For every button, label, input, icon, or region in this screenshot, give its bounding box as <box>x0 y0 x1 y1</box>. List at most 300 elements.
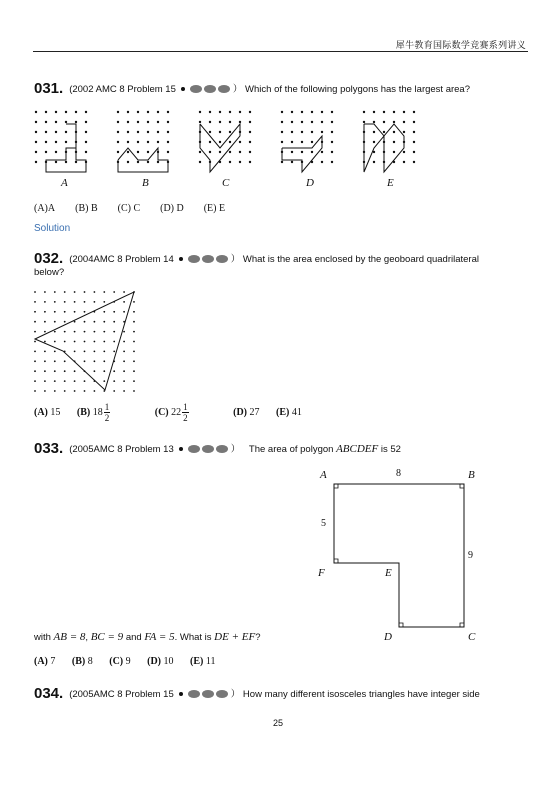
geoboard-peg <box>65 131 67 133</box>
bullet-icon <box>181 87 185 91</box>
geoboard-peg <box>44 380 46 382</box>
geoboard-peg <box>44 351 46 353</box>
geoboard-peg <box>85 151 87 153</box>
geoboard-peg <box>85 131 87 133</box>
geoboard-peg <box>321 121 323 123</box>
geoboard-peg <box>44 321 46 323</box>
geoboard-peg <box>157 131 159 133</box>
geoboard-peg <box>133 351 135 353</box>
geoboard-peg <box>74 311 76 313</box>
geoboard-peg <box>167 141 169 143</box>
geoboard-peg <box>199 151 201 153</box>
geoboard-peg <box>219 121 221 123</box>
problem-number: 032. <box>34 250 64 267</box>
geoboard-peg <box>123 380 125 382</box>
geoboard-peg <box>54 390 56 392</box>
geoboard-peg <box>239 111 241 113</box>
geoboard-peg <box>239 121 241 123</box>
choice-e: (E) E <box>203 203 226 214</box>
problem-number: 031. <box>34 80 64 97</box>
geoboard-peg <box>123 351 125 353</box>
geoboard-peg <box>133 331 135 333</box>
choice-e-label: (E) <box>276 406 290 418</box>
geoboard-peg <box>94 331 96 333</box>
text-with: with <box>34 632 51 643</box>
choice-b-label: (B) <box>76 406 91 418</box>
geoboard-peg <box>281 121 283 123</box>
geoboard-peg <box>113 380 115 382</box>
geoboard-peg <box>209 141 211 143</box>
geoboard-peg <box>35 161 37 163</box>
fraction-half: $\frac{1}{2}$ <box>183 402 188 423</box>
geoboard-peg <box>54 321 56 323</box>
geoboard-peg <box>74 390 76 392</box>
choice-e-value: 11 <box>205 656 216 667</box>
problem-source: (2004AMC 8 Problem 14 <box>69 254 174 265</box>
side-label-ab: 8 <box>396 468 401 479</box>
geoboard-peg <box>94 291 96 293</box>
geoboard-peg <box>84 360 86 362</box>
geoboard-peg <box>44 291 46 293</box>
choice-a-label: (A) <box>34 406 48 418</box>
geoboard-peg <box>229 141 231 143</box>
problem-question: Which of the following polygons has the largest area? <box>245 84 470 95</box>
geoboard-peg <box>54 380 56 382</box>
geoboard-peg <box>413 121 415 123</box>
choice-d: (D) D <box>160 203 184 214</box>
geoboard-peg <box>383 121 385 123</box>
geoboard-peg <box>54 351 56 353</box>
rhino-difficulty-icon <box>187 444 229 454</box>
geoboard-peg <box>123 291 125 293</box>
geoboard-peg <box>113 321 115 323</box>
geoboard-peg <box>84 291 86 293</box>
geoboard-peg <box>103 331 105 333</box>
bullet-icon <box>179 257 183 261</box>
geoboard-peg <box>64 321 66 323</box>
geoboard-peg <box>94 360 96 362</box>
geoboard-peg <box>113 351 115 353</box>
geoboard-peg <box>199 161 201 163</box>
geoboard-peg <box>239 161 241 163</box>
geoboard-peg <box>84 351 86 353</box>
geoboard-peg <box>123 331 125 333</box>
geoboard-peg <box>54 341 56 343</box>
choice-c: (C) C <box>117 203 141 214</box>
geoboard-peg <box>55 111 57 113</box>
figure-label-c: C <box>222 177 230 189</box>
choice-a-value: 7 <box>50 656 56 667</box>
problem-question-area: is 52 <box>380 444 401 455</box>
geoboard-peg <box>363 121 365 123</box>
problem-question-cont: below? <box>34 267 65 278</box>
geoboard-peg <box>45 131 47 133</box>
choice-b-label: (B) <box>71 656 86 667</box>
geoboard-peg <box>281 141 283 143</box>
geoboard-peg <box>219 111 221 113</box>
choice-a: (A)A <box>34 203 56 214</box>
geoboard-peg <box>403 111 405 113</box>
geoboard-peg <box>157 141 159 143</box>
geoboard-peg <box>157 161 159 163</box>
bullet-icon <box>179 447 183 451</box>
geoboard-peg <box>44 331 46 333</box>
geoboard-peg <box>84 390 86 392</box>
vertex-e: E <box>385 567 392 579</box>
geoboard-peg <box>167 121 169 123</box>
geoboard-peg <box>34 341 36 343</box>
geoboard-peg <box>291 161 293 163</box>
geoboard-peg <box>74 331 76 333</box>
geoboard-peg <box>84 301 86 303</box>
geoboard-peg <box>103 301 105 303</box>
geoboard-peg <box>54 331 56 333</box>
geoboard-peg <box>133 341 135 343</box>
geoboard-peg <box>331 121 333 123</box>
problem-source: (2005AMC 8 Problem 13 <box>69 444 174 455</box>
geoboard-peg <box>127 161 129 163</box>
geoboard-peg <box>45 121 47 123</box>
geoboard-peg <box>35 141 37 143</box>
choice-c-value: 9 <box>125 656 131 667</box>
geoboard-peg <box>55 141 57 143</box>
condition-ab: AB = 8 <box>53 631 86 643</box>
geoboard-peg <box>321 111 323 113</box>
geoboard-peg <box>157 121 159 123</box>
geoboard-peg <box>103 291 105 293</box>
geoboard-peg <box>229 131 231 133</box>
geoboard-peg <box>373 111 375 113</box>
page-number: 25 <box>272 718 283 728</box>
geoboard-peg <box>249 131 251 133</box>
geoboard-peg <box>291 141 293 143</box>
geoboard-peg <box>123 301 125 303</box>
geoboard-peg <box>54 370 56 372</box>
geoboard-peg <box>137 141 139 143</box>
geoboard-peg <box>133 301 135 303</box>
side-label-fa: 5 <box>321 518 326 529</box>
geoboard-peg <box>249 161 251 163</box>
geoboard-peg <box>157 111 159 113</box>
geoboard-peg <box>84 380 86 382</box>
geoboard-peg <box>65 161 67 163</box>
geoboard-peg <box>137 161 139 163</box>
geoboard-peg <box>113 390 115 392</box>
source-close: ） <box>230 444 241 455</box>
geoboard-peg <box>229 111 231 113</box>
geoboard-peg <box>281 111 283 113</box>
geoboard-peg <box>321 131 323 133</box>
geoboard-peg <box>94 301 96 303</box>
geoboard-peg <box>373 141 375 143</box>
geoboard-peg <box>127 151 129 153</box>
geoboard-peg <box>393 121 395 123</box>
geoboard-peg <box>94 341 96 343</box>
geoboard-peg <box>331 141 333 143</box>
solution-link[interactable]: Solution <box>34 223 71 234</box>
geoboard-peg <box>123 360 125 362</box>
geoboard-peg <box>311 141 313 143</box>
geoboard-peg <box>123 311 125 313</box>
geoboard-peg <box>363 111 365 113</box>
rhino-difficulty-icon <box>187 689 229 699</box>
geoboard-peg <box>34 311 36 313</box>
geoboard-peg <box>373 121 375 123</box>
geoboard-peg <box>64 370 66 372</box>
figure-label-b: B <box>142 177 149 189</box>
text-and: and <box>125 632 142 643</box>
geoboard-peg <box>113 370 115 372</box>
choice-c-label: (C) <box>109 656 124 667</box>
geoboard-peg <box>74 380 76 382</box>
geoboard-peg <box>413 141 415 143</box>
geoboard-peg <box>209 131 211 133</box>
geoboard-peg <box>54 291 56 293</box>
geoboard-peg <box>311 151 313 153</box>
header-title: 犀牛教育国际数学竞赛系列讲义 <box>395 40 526 50</box>
side-label-bc: 9 <box>468 550 473 561</box>
geoboard-peg <box>311 111 313 113</box>
geoboard-peg <box>34 301 36 303</box>
geoboard-peg <box>301 131 303 133</box>
geoboard-peg <box>123 341 125 343</box>
geoboard-peg <box>239 141 241 143</box>
geoboard-peg <box>229 161 231 163</box>
geoboard-peg <box>75 111 77 113</box>
geoboard-peg <box>64 311 66 313</box>
source-close: ） <box>230 254 241 265</box>
figure-label-e: E <box>387 177 394 189</box>
choice-d-label: (D) <box>147 656 162 667</box>
geoboard-peg <box>219 131 221 133</box>
problem-031-choices <box>34 203 239 214</box>
geoboard-peg <box>54 311 56 313</box>
geoboard-peg <box>44 390 46 392</box>
geoboard-peg <box>103 351 105 353</box>
vertex-d: D <box>384 631 392 642</box>
geoboard-peg <box>123 370 125 372</box>
geoboard-peg <box>331 151 333 153</box>
geoboard-peg <box>103 341 105 343</box>
geoboard-peg <box>123 390 125 392</box>
geoboard-peg <box>383 111 385 113</box>
problem-question: How many different isosceles triangles have integer side <box>242 689 480 700</box>
choice-c-value: 22 <box>171 406 182 418</box>
geoboard-polygons-figure <box>28 108 428 192</box>
geoboard-peg <box>147 151 149 153</box>
geoboard-peg <box>321 161 323 163</box>
geoboard-peg <box>34 370 36 372</box>
polygon-abcdef-figure <box>312 462 492 642</box>
geoboard-peg <box>64 360 66 362</box>
geoboard-peg <box>127 131 129 133</box>
problem-source: (2005AMC 8 Problem 15 <box>69 689 174 700</box>
vertex-c: C <box>468 631 476 642</box>
geoboard-peg <box>403 131 405 133</box>
geoboard-peg <box>84 311 86 313</box>
geoboard-peg <box>65 121 67 123</box>
geoboard-peg <box>44 370 46 372</box>
geoboard-peg <box>239 151 241 153</box>
geoboard-peg <box>85 111 87 113</box>
polygon-abcdef <box>334 484 464 627</box>
geoboard-peg <box>117 141 119 143</box>
geoboard-peg <box>209 151 211 153</box>
problem-question: The area of polygon <box>248 444 334 455</box>
choice-a-label: (A) <box>34 656 48 667</box>
problem-number: 034. <box>34 685 64 702</box>
geoboard-peg <box>311 131 313 133</box>
choice-b-value: 18 <box>92 406 103 418</box>
geoboard-peg <box>103 360 105 362</box>
geoboard-peg <box>35 121 37 123</box>
geoboard-peg <box>94 390 96 392</box>
geoboard-peg <box>301 151 303 153</box>
condition-fa: FA = 5 <box>144 631 175 643</box>
figure-label-a: A <box>61 177 68 189</box>
geoboard-peg <box>85 121 87 123</box>
problem-033-choices <box>34 656 230 667</box>
problem-031-stem <box>34 82 470 96</box>
geoboard-peg <box>291 151 293 153</box>
source-close: ） <box>230 689 241 700</box>
geoboard-peg <box>331 131 333 133</box>
geoboard-peg <box>127 121 129 123</box>
geoboard-peg <box>219 151 221 153</box>
geoboard-peg <box>127 111 129 113</box>
choice-e-value: 41 <box>291 406 302 418</box>
problem-032-stem <box>34 252 526 279</box>
geoboard-peg <box>133 370 135 372</box>
geoboard-peg <box>64 341 66 343</box>
geoboard-peg <box>35 151 37 153</box>
choice-d-value: 27 <box>249 406 260 418</box>
rhino-difficulty-icon <box>189 84 231 94</box>
geoboard-peg <box>54 301 56 303</box>
geoboard-peg <box>34 291 36 293</box>
geoboard-peg <box>64 301 66 303</box>
geoboard-peg <box>209 111 211 113</box>
geoboard-peg <box>117 131 119 133</box>
geoboard-peg <box>281 131 283 133</box>
geoboard-peg <box>301 121 303 123</box>
source-close: ） <box>232 84 243 95</box>
geoboard-peg <box>117 111 119 113</box>
geoboard-peg <box>94 370 96 372</box>
geoboard-peg <box>147 121 149 123</box>
geoboard-peg <box>103 380 105 382</box>
geoboard-peg <box>45 141 47 143</box>
header-rule <box>33 51 528 52</box>
geoboard-peg <box>85 141 87 143</box>
problem-question: What is the area enclosed by the geoboard quadrilateral <box>242 254 479 265</box>
geoboard-peg <box>34 321 36 323</box>
geoboard-peg <box>113 331 115 333</box>
geoboard-peg <box>34 331 36 333</box>
geoboard-peg <box>137 121 139 123</box>
geoboard-peg <box>147 161 149 163</box>
geoboard-peg <box>167 151 169 153</box>
geoboard-peg <box>393 141 395 143</box>
problem-032-choices <box>34 402 316 423</box>
choice-d-label: (D) <box>233 406 248 418</box>
geoboard-peg <box>403 121 405 123</box>
choice-b: (B) B <box>75 203 98 214</box>
polygon-b <box>118 148 168 172</box>
geoboard-peg <box>84 341 86 343</box>
vertex-a: A <box>320 469 327 481</box>
geoboard-peg <box>301 141 303 143</box>
geoboard-peg <box>137 111 139 113</box>
geoboard-peg <box>249 111 251 113</box>
geoboard-peg <box>331 111 333 113</box>
geoboard-peg <box>331 161 333 163</box>
geoboard-peg <box>94 321 96 323</box>
geoboard-peg <box>55 121 57 123</box>
geoboard-peg <box>311 121 313 123</box>
geoboard-peg <box>301 111 303 113</box>
geoboard-peg <box>137 131 139 133</box>
geoboard-peg <box>74 321 76 323</box>
problem-number: 033. <box>34 440 64 457</box>
geoboard-peg <box>413 131 415 133</box>
geoboard-peg <box>64 390 66 392</box>
geoboard-peg <box>64 291 66 293</box>
geoboard-peg <box>103 321 105 323</box>
geoboard-peg <box>44 301 46 303</box>
geoboard-peg <box>34 351 36 353</box>
geoboard-peg <box>64 331 66 333</box>
geoboard-peg <box>209 121 211 123</box>
geoboard-peg <box>74 301 76 303</box>
geoboard-peg <box>45 151 47 153</box>
polygon-name: ABCDEF <box>336 443 379 455</box>
geoboard-peg <box>34 380 36 382</box>
geoboard-peg <box>44 311 46 313</box>
geoboard-peg <box>74 291 76 293</box>
geoboard-peg <box>413 161 415 163</box>
problem-033-conditions: with AB = 8, BC = 9 and FA = 5. What is DE + EF? <box>34 631 261 643</box>
geoboard-peg <box>199 111 201 113</box>
geoboard-peg <box>167 131 169 133</box>
geoboard-peg <box>34 390 36 392</box>
geoboard-peg <box>167 111 169 113</box>
geoboard-peg <box>393 151 395 153</box>
rhino-difficulty-icon <box>187 254 229 264</box>
geoboard-peg <box>373 161 375 163</box>
choice-e-label: (E) <box>190 656 204 667</box>
geoboard-peg <box>65 111 67 113</box>
geoboard-peg <box>113 291 115 293</box>
choice-c-label: (C) <box>154 406 169 418</box>
geoboard-peg <box>229 151 231 153</box>
geoboard-peg <box>84 321 86 323</box>
geoboard-peg <box>117 121 119 123</box>
geoboard-peg <box>403 151 405 153</box>
geoboard-peg <box>35 131 37 133</box>
geoboard-peg <box>54 360 56 362</box>
geoboard-peg <box>291 131 293 133</box>
geoboard-peg <box>94 351 96 353</box>
choice-b-value: 8 <box>87 656 93 667</box>
problem-source: (2002 AMC 8 Problem 15 <box>69 84 176 95</box>
problem-034-stem <box>34 687 526 701</box>
bullet-icon <box>179 692 183 696</box>
geoboard-peg <box>55 151 57 153</box>
choice-d-value: 10 <box>163 656 174 667</box>
geoboard-peg <box>127 141 129 143</box>
geoboard-peg <box>137 151 139 153</box>
